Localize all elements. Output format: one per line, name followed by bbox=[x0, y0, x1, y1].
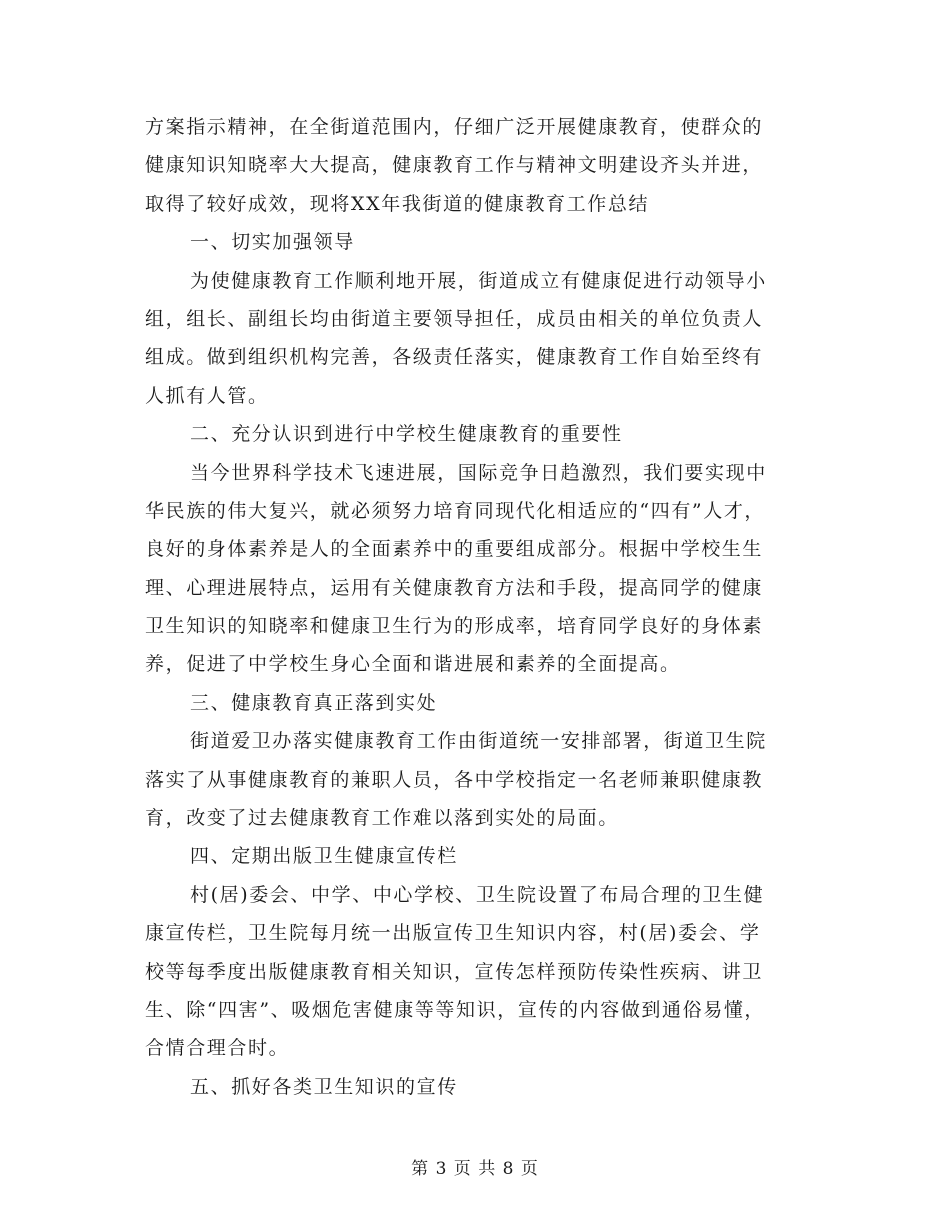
document-body bbox=[145, 108, 805, 1106]
page-number-footer: 第 3 页 共 8 页 bbox=[411, 1159, 539, 1179]
text-line: 落实了从事健康教育的兼职人员，各中学校指定一名老师兼职健康教 bbox=[145, 768, 764, 791]
paragraph-start: 村(居)委会、中学、中心学校、卫生院设置了布局合理的卫生健 bbox=[190, 883, 765, 906]
text-line: 育，改变了过去健康教育工作难以落到实处的局面。 bbox=[145, 807, 619, 830]
section-heading: 二、充分认识到进行中学校生健康教育的重要性 bbox=[190, 423, 623, 446]
section-heading: 五、抓好各类卫生知识的宣传 bbox=[190, 1075, 458, 1098]
section-heading: 一、切实加强领导 bbox=[190, 231, 355, 254]
text-line: 取得了较好成效，现将XX年我街道的健康教育工作总结 bbox=[145, 192, 650, 215]
text-line: 生、除“四害”、吸烟危害健康等等知识，宣传的内容做到通俗易懂， bbox=[145, 998, 766, 1021]
text-line: 华民族的伟大复兴，就必须努力培育同现代化相适应的“四有”人才， bbox=[145, 499, 766, 522]
section-heading: 四、定期出版卫生健康宣传栏 bbox=[190, 845, 458, 868]
paragraph-start: 为使健康教育工作顺利地开展，街道成立有健康促进行动领导小 bbox=[190, 269, 767, 292]
text-line: 组成。做到组织机构完善，各级责任落实，健康教育工作自始至终有 bbox=[145, 346, 764, 369]
text-line: 健康知识知晓率大大提高，健康教育工作与精神文明建设齐头并进， bbox=[145, 154, 764, 177]
text-line: 合情合理合时。 bbox=[145, 1037, 290, 1060]
text-line: 校等每季度出版健康教育相关知识，宣传怎样预防传染性疾病、讲卫 bbox=[145, 960, 764, 983]
paragraph-start: 当今世界科学技术飞速进展，国际竞争日趋激烈，我们要实现中 bbox=[190, 461, 767, 484]
paragraph-start: 街道爱卫办落实健康教育工作由街道统一安排部署，街道卫生院 bbox=[190, 730, 767, 753]
text-line: 理、心理进展特点，运用有关健康教育方法和手段，提高同学的健康 bbox=[145, 576, 764, 599]
text-line: 良好的身体素养是人的全面素养中的重要组成部分。根据中学校生生 bbox=[145, 538, 764, 561]
text-line: 康宣传栏，卫生院每月统一出版宣传卫生知识内容，村(居)委会、学 bbox=[145, 922, 761, 945]
text-line: 方案指示精神，在全街道范围内，仔细广泛开展健康教育，使群众的 bbox=[145, 116, 764, 138]
text-line: 卫生知识的知晓率和健康卫生行为的形成率，培育同学良好的身体素 bbox=[145, 615, 764, 638]
section-heading: 三、健康教育真正落到实处 bbox=[190, 691, 438, 714]
text-line: 人抓有人管。 bbox=[145, 384, 269, 407]
text-line: 组，组长、副组长均由街道主要领导担任，成员由相关的单位负责人 bbox=[145, 307, 764, 330]
text-line: 养，促进了中学校生身心全面和谐进展和素养的全面提高。 bbox=[145, 653, 681, 676]
